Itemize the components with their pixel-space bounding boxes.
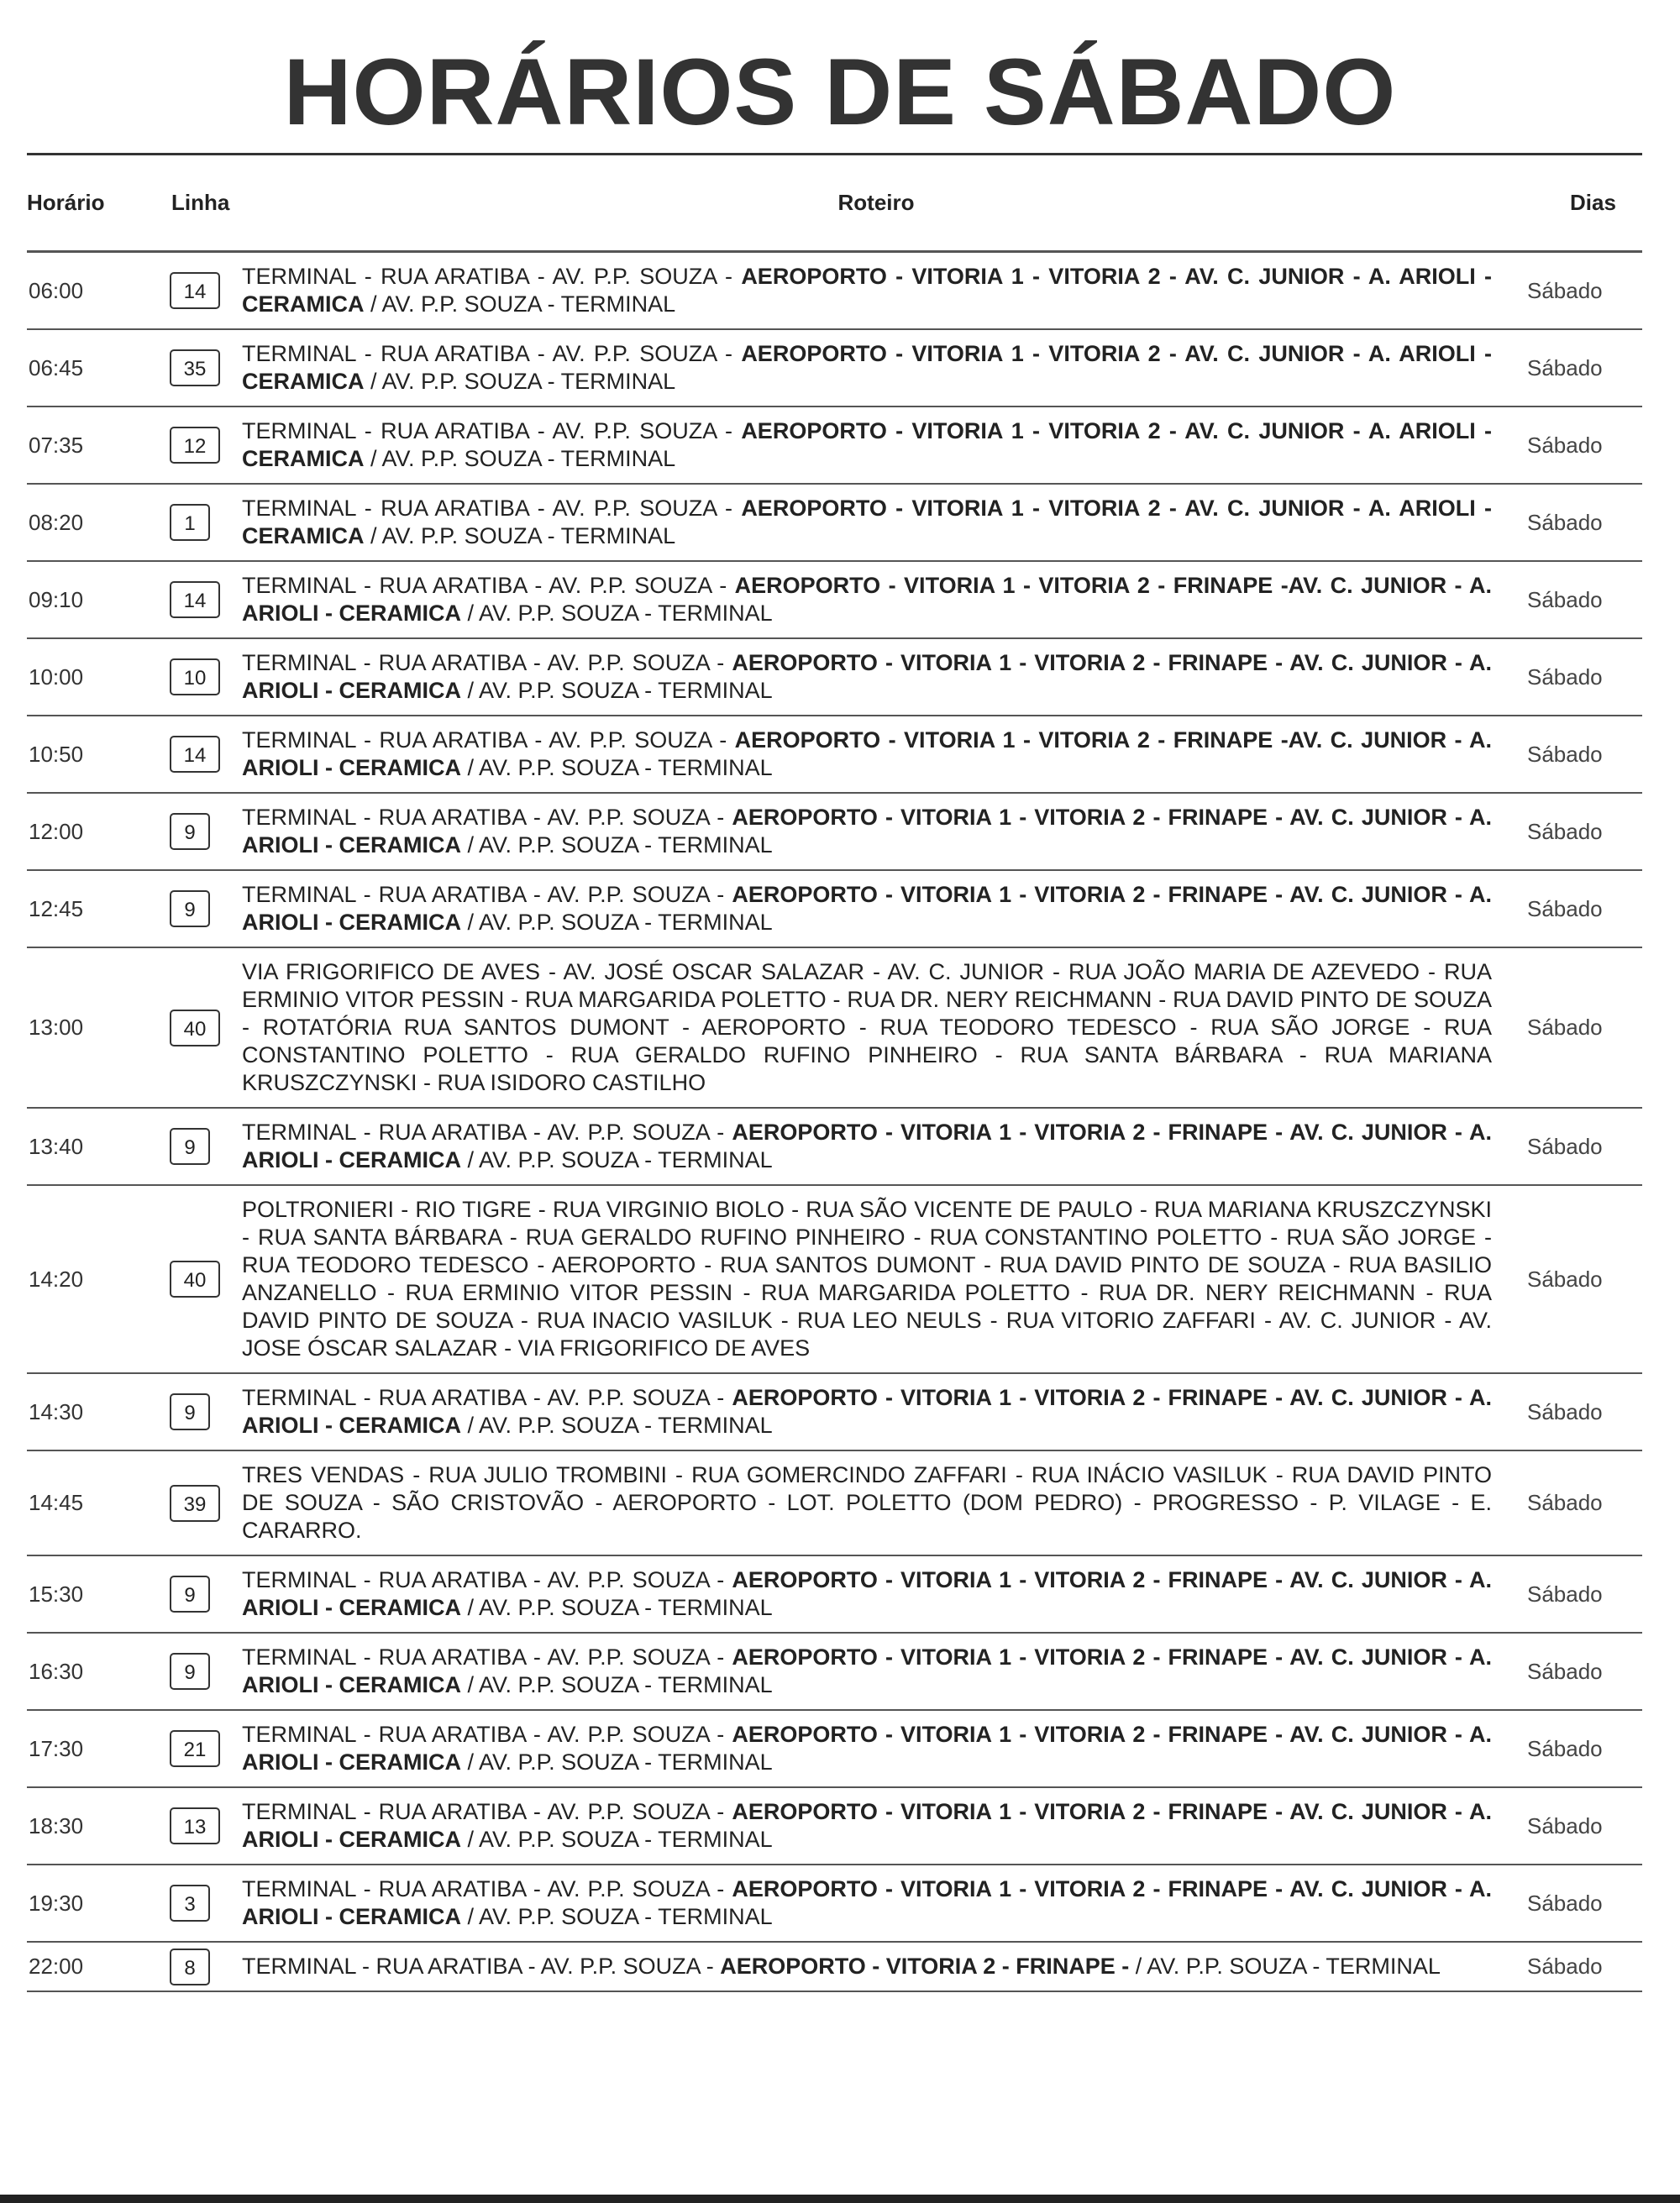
route-segment-bold: AEROPORTO - VITORIA 1 - VITORIA 2 - FRINAPE - AV. C. JUNIOR - A. ARIOLI - CERAMICA [242,650,1492,703]
header-time: Horário [27,155,168,252]
page-title: HORÁRIOS DE SÁBADO [283,39,1397,144]
route-segment: TERMINAL - RUA ARATIBA - AV. P.P. SOUZA - [242,1644,732,1670]
route-segment: TERMINAL - RUA ARATIBA - AV. P.P. SOUZA - [242,882,732,907]
departure-time: 06:45 [27,329,168,407]
route-segment-bold: AEROPORTO - VITORIA 1 - VITORIA 2 - FRINAPE - AV. C. JUNIOR - A. ARIOLI - CERAMICA [242,1644,1492,1697]
table-row [27,1787,1642,1865]
table-row [27,716,1642,793]
departure-time: 14:20 [27,1185,168,1373]
route-segment: / AV. P.P. SOUZA - TERMINAL [364,523,676,548]
route-description [242,561,1510,638]
route-segment-bold: AEROPORTO - VITORIA 1 - VITORIA 2 - AV. C. JUNIOR - A. ARIOLI - CERAMICA [242,418,1492,471]
route-segment: / AV. P.P. SOUZA - TERMINAL [460,1595,773,1620]
route-description [242,1555,1510,1633]
service-days: Sábado [1510,1865,1642,1942]
route-segment: TERMINAL - RUA ARATIBA - AV. P.P. SOUZA - [242,418,742,443]
route-description [242,1633,1510,1710]
route-segment: / AV. P.P. SOUZA - TERMINAL [460,1827,773,1852]
line-number-badge: 40 [170,1261,220,1298]
route-segment: TERMINAL - RUA ARATIBA - AV. P.P. SOUZA - [242,573,735,598]
route-segment: POLTRONIERI - RIO TIGRE - RUA VIRGINIO BIOLO - RUA SÃO VICENTE DE PAULO - RUA MARIANA KRUSZCZYNSKI - RUA SANTA BÁRBARA - RUA GERALDO RUFINO PINHEIRO - RUA CONSTANTINO POLETTO - RUA SÃO JORGE - RUA TEODORO TEDESCO - AEROPORTO - RUA SANTOS DUMONT - RUA DAVID PINTO DE SOUZA - RUA BASILIO ANZANELLO - RUA ERMINIO VITOR PESSIN - RUA MARGARIDA POLETTO - RUA DR. NERY REICHMANN - RUA DAVID PINTO DE SOUZA - RUA INACIO VASILUK - RUA LEO NEULS - RUA VITORIO ZAFFARI - AV. C. JUNIOR - AV. JOSE ÓSCAR SALAZAR - VIA FRIGORIFICO DE AVES [242,1197,1492,1361]
table-row [27,329,1642,407]
route-segment-bold: AEROPORTO - VITORIA 1 - VITORIA 2 - AV. C. JUNIOR - A. ARIOLI - CERAMICA [242,264,1492,317]
table-row [27,1710,1642,1787]
route-segment: / AV. P.P. SOUZA - TERMINAL [460,601,773,626]
line-cell [168,1787,242,1865]
route-segment: / AV. P.P. SOUZA - TERMINAL [460,832,773,858]
route-segment: / AV. P.P. SOUZA - TERMINAL [364,369,676,394]
service-days: Sábado [1510,1555,1642,1633]
table-row [27,1373,1642,1450]
route-segment-bold: AEROPORTO - VITORIA 1 - VITORIA 2 - AV. C. JUNIOR - A. ARIOLI - CERAMICA [242,496,1492,548]
table-row [27,1185,1642,1373]
departure-time: 15:30 [27,1555,168,1633]
route-description [242,252,1510,330]
header-row [27,155,1642,252]
route-segment: / AV. P.P. SOUZA - TERMINAL [1135,1954,1441,1979]
table-row [27,1865,1642,1942]
route-segment: TERMINAL - RUA ARATIBA - AV. P.P. SOUZA - [242,1876,732,1901]
route-segment: / AV. P.P. SOUZA - TERMINAL [460,1147,773,1172]
route-segment-bold: AEROPORTO - VITORIA 1 - VITORIA 2 - FRINAPE - AV. C. JUNIOR - A. ARIOLI - CERAMICA [242,1876,1492,1929]
route-segment: TERMINAL - RUA ARATIBA - AV. P.P. SOUZA - [242,805,732,830]
service-days: Sábado [1510,484,1642,561]
route-description [242,1710,1510,1787]
route-segment: TERMINAL - RUA ARATIBA - AV. P.P. SOUZA - [242,1120,732,1145]
route-description [242,1865,1510,1942]
line-number-badge: 8 [170,1949,210,1985]
line-cell [168,638,242,716]
route-segment: / AV. P.P. SOUZA - TERMINAL [460,1904,773,1929]
table-row [27,484,1642,561]
route-description [242,638,1510,716]
route-segment-bold: AEROPORTO - VITORIA 1 - VITORIA 2 - FRINAPE -AV. C. JUNIOR - A. ARIOLI - CERAMICA [242,727,1492,780]
line-number-badge: 39 [170,1485,220,1522]
departure-time: 18:30 [27,1787,168,1865]
route-segment: / AV. P.P. SOUZA - TERMINAL [460,755,773,780]
line-cell [168,1633,242,1710]
schedule-header [27,155,1642,252]
route-description [242,1108,1510,1185]
line-cell [168,1373,242,1450]
service-days: Sábado [1510,1710,1642,1787]
departure-time: 14:45 [27,1450,168,1555]
route-segment: / AV. P.P. SOUZA - TERMINAL [460,1672,773,1697]
line-number-badge: 9 [170,813,210,850]
service-days: Sábado [1510,793,1642,870]
service-days: Sábado [1510,716,1642,793]
departure-time: 14:30 [27,1373,168,1450]
line-number-badge: 13 [170,1807,220,1844]
departure-time: 08:20 [27,484,168,561]
departure-time: 10:50 [27,716,168,793]
service-days: Sábado [1510,1942,1642,1991]
route-segment: TERMINAL - RUA ARATIBA - AV. P.P. SOUZA - [242,264,742,289]
departure-time: 17:30 [27,1710,168,1787]
departure-time: 19:30 [27,1865,168,1942]
route-segment: TERMINAL - RUA ARATIBA - AV. P.P. SOUZA - [242,1567,732,1592]
route-segment-bold: AEROPORTO - VITORIA 1 - VITORIA 2 - FRINAPE - AV. C. JUNIOR - A. ARIOLI - CERAMICA [242,1567,1492,1620]
line-cell [168,716,242,793]
line-number-badge: 1 [170,504,210,541]
route-segment: TERMINAL - RUA ARATIBA - AV. P.P. SOUZA - [242,727,735,753]
route-segment: TERMINAL - RUA ARATIBA - AV. P.P. SOUZA - [242,1954,721,1979]
route-description [242,484,1510,561]
table-row [27,947,1642,1108]
service-days: Sábado [1510,1450,1642,1555]
table-row [27,1450,1642,1555]
line-number-badge: 9 [170,1576,210,1613]
table-row [27,1108,1642,1185]
departure-time: 12:45 [27,870,168,947]
route-segment: TERMINAL - RUA ARATIBA - AV. P.P. SOUZA - [242,1799,732,1824]
line-number-badge: 9 [170,890,210,927]
table-row [27,1555,1642,1633]
line-cell [168,870,242,947]
route-description [242,1185,1510,1373]
schedule-body [27,252,1642,1992]
departure-time: 16:30 [27,1633,168,1710]
line-number-badge: 9 [170,1128,210,1165]
departure-time: 13:00 [27,947,168,1108]
departure-time: 07:35 [27,407,168,484]
route-segment: / AV. P.P. SOUZA - TERMINAL [460,910,773,935]
table-row [27,638,1642,716]
service-days: Sábado [1510,1108,1642,1185]
route-segment: TERMINAL - RUA ARATIBA - AV. P.P. SOUZA - [242,496,742,521]
route-segment-bold: AEROPORTO - VITORIA 1 - VITORIA 2 - FRINAPE -AV. C. JUNIOR - A. ARIOLI - CERAMICA [242,573,1492,626]
line-number-badge: 9 [170,1653,210,1690]
route-description [242,1787,1510,1865]
bottom-edge-bar [0,2195,1680,2203]
table-row [27,252,1642,330]
departure-time: 09:10 [27,561,168,638]
departure-time: 06:00 [27,252,168,330]
line-cell [168,407,242,484]
route-segment-bold: AEROPORTO - VITORIA 1 - VITORIA 2 - FRINAPE - AV. C. JUNIOR - A. ARIOLI - CERAMICA [242,882,1492,935]
table-row [27,561,1642,638]
line-cell [168,561,242,638]
route-segment: TERMINAL - RUA ARATIBA - AV. P.P. SOUZA - [242,1722,732,1747]
line-number-badge: 40 [170,1010,220,1046]
departure-time: 22:00 [27,1942,168,1991]
route-description [242,793,1510,870]
service-days: Sábado [1510,947,1642,1108]
header-route: Roteiro [242,155,1510,252]
departure-time: 12:00 [27,793,168,870]
line-number-badge: 14 [170,272,220,309]
line-cell [168,1450,242,1555]
route-segment: VIA FRIGORIFICO DE AVES - AV. JOSÉ OSCAR SALAZAR - AV. C. JUNIOR - RUA JOÃO MARIA DE AZEVEDO - RUA ERMINIO VITOR PESSIN - RUA MARGARIDA POLETTO - RUA DR. NERY REICHMANN - RUA DAVID PINTO DE SOUZA - ROTATÓRIA RUA SANTOS DUMONT - AEROPORTO - RUA TEODORO TEDESCO - RUA SÃO JORGE - RUA CONSTANTINO POLETTO - RUA GERALDO RUFINO PINHEIRO - RUA SANTA BÁRBARA - RUA MARIANA KRUSZCZYNSKI - RUA ISIDORO CASTILHO [242,959,1492,1095]
service-days: Sábado [1510,1373,1642,1450]
route-description [242,329,1510,407]
departure-time: 13:40 [27,1108,168,1185]
route-description [242,407,1510,484]
route-description [242,870,1510,947]
departure-time: 10:00 [27,638,168,716]
table-row [27,1633,1642,1710]
service-days: Sábado [1510,561,1642,638]
line-cell [168,793,242,870]
route-segment-bold: AEROPORTO - VITORIA 2 - FRINAPE - [720,1954,1136,1979]
line-cell [168,1710,242,1787]
route-description [242,1373,1510,1450]
route-segment-bold: AEROPORTO - VITORIA 1 - VITORIA 2 - FRINAPE - AV. C. JUNIOR - A. ARIOLI - CERAMICA [242,1799,1492,1852]
route-segment: TERMINAL - RUA ARATIBA - AV. P.P. SOUZA - [242,1385,732,1410]
service-days: Sábado [1510,1185,1642,1373]
route-segment-bold: AEROPORTO - VITORIA 1 - VITORIA 2 - FRINAPE - AV. C. JUNIOR - A. ARIOLI - CERAMICA [242,1722,1492,1775]
line-number-badge: 14 [170,581,220,618]
route-segment-bold: AEROPORTO - VITORIA 1 - VITORIA 2 - FRINAPE - AV. C. JUNIOR - A. ARIOLI - CERAMICA [242,1385,1492,1438]
route-description [242,947,1510,1108]
route-segment: TERMINAL - RUA ARATIBA - AV. P.P. SOUZA - [242,341,742,366]
line-number-badge: 35 [170,349,220,386]
service-days: Sábado [1510,870,1642,947]
line-cell [168,1185,242,1373]
route-segment-bold: AEROPORTO - VITORIA 1 - VITORIA 2 - FRINAPE - AV. C. JUNIOR - A. ARIOLI - CERAMICA [242,805,1492,858]
route-description [242,1942,1510,1991]
line-number-badge: 9 [170,1393,210,1430]
service-days: Sábado [1510,407,1642,484]
line-number-badge: 21 [170,1730,220,1767]
route-description [242,716,1510,793]
service-days: Sábado [1510,252,1642,330]
table-row [27,793,1642,870]
header-line: Linha [168,155,242,252]
header-days: Dias [1510,155,1642,252]
line-number-badge: 10 [170,658,220,695]
route-segment-bold: AEROPORTO - VITORIA 1 - VITORIA 2 - AV. C. JUNIOR - A. ARIOLI - CERAMICA [242,341,1492,394]
line-cell [168,1555,242,1633]
route-description [242,1450,1510,1555]
line-cell [168,1942,242,1991]
route-segment-bold: AEROPORTO - VITORIA 1 - VITORIA 2 - FRINAPE - AV. C. JUNIOR - A. ARIOLI - CERAMICA [242,1120,1492,1172]
line-cell [168,1108,242,1185]
route-segment: TERMINAL - RUA ARATIBA - AV. P.P. SOUZA - [242,650,732,675]
line-cell [168,947,242,1108]
line-number-badge: 14 [170,736,220,773]
route-segment: TRES VENDAS - RUA JULIO TROMBINI - RUA GOMERCINDO ZAFFARI - RUA INÁCIO VASILUK - RUA DAVID PINTO DE SOUZA - SÃO CRISTOVÃO - AEROPORTO - LOT. POLETTO (DOM PEDRO) - PROGRESSO - P. VILAGE - E. CARARRO. [242,1462,1492,1543]
service-days: Sábado [1510,329,1642,407]
service-days: Sábado [1510,1787,1642,1865]
schedule-table [27,153,1642,1992]
service-days: Sábado [1510,1633,1642,1710]
route-segment: / AV. P.P. SOUZA - TERMINAL [460,678,773,703]
table-row [27,407,1642,484]
service-days: Sábado [1510,638,1642,716]
line-number-badge: 12 [170,427,220,464]
table-row [27,1942,1642,1991]
line-cell [168,484,242,561]
table-row [27,870,1642,947]
line-cell [168,252,242,330]
route-segment: / AV. P.P. SOUZA - TERMINAL [460,1413,773,1438]
line-cell [168,329,242,407]
route-segment: / AV. P.P. SOUZA - TERMINAL [364,291,676,317]
route-segment: / AV. P.P. SOUZA - TERMINAL [364,446,676,471]
line-cell [168,1865,242,1942]
route-segment: / AV. P.P. SOUZA - TERMINAL [460,1749,773,1775]
line-number-badge: 3 [170,1885,210,1922]
